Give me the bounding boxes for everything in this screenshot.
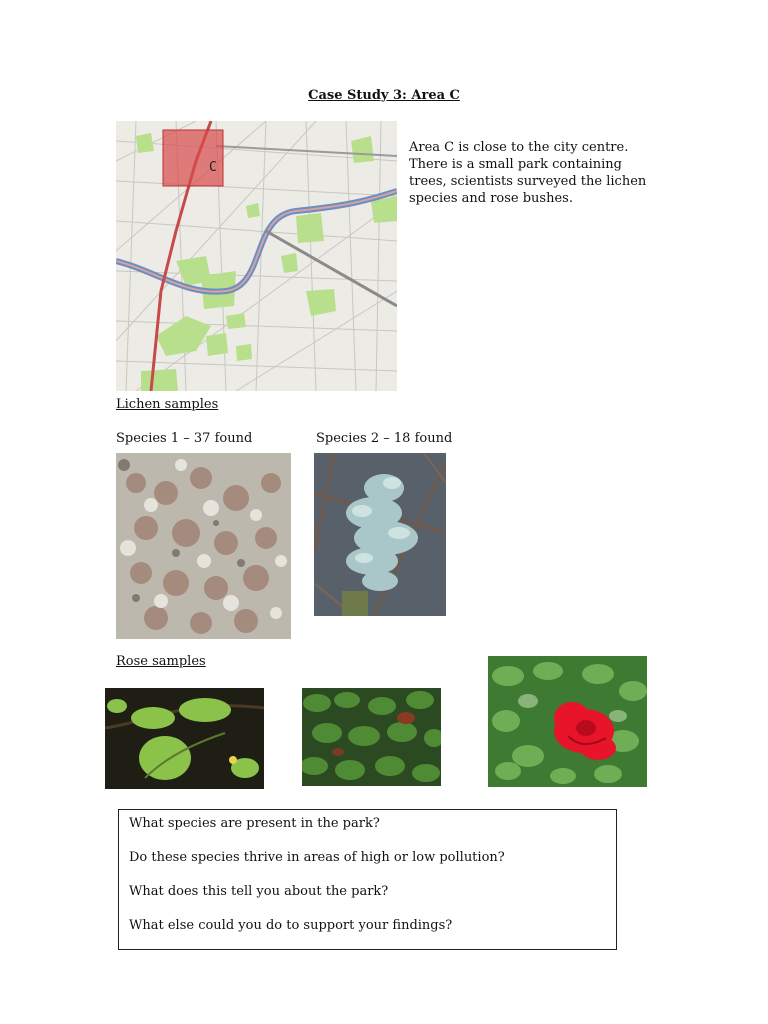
question-4: What else could you do to support your findings? bbox=[129, 918, 453, 933]
questions-box bbox=[118, 809, 617, 950]
question-3: What does this tell you about the park? bbox=[129, 884, 389, 899]
question-1: What species are present in the park? bbox=[129, 816, 380, 831]
map-area-label: C bbox=[209, 160, 217, 175]
rose-heading: Rose samples bbox=[116, 654, 206, 669]
area-map bbox=[116, 121, 397, 391]
page-title: Case Study 3: Area C bbox=[308, 88, 460, 103]
species1-label: Species 1 – 37 found bbox=[116, 431, 253, 446]
intro-text: Area C is close to the city centre. There is a small park containing trees, scientists surveyed the lichen species and rose bushes. bbox=[409, 140, 647, 206]
red-rose-photo bbox=[488, 656, 647, 787]
rose-leaves-photo-1 bbox=[105, 688, 264, 789]
lichen-species2-photo bbox=[314, 453, 446, 616]
rose-leaves-photo-2 bbox=[302, 688, 441, 786]
question-2: Do these species thrive in areas of high or low pollution? bbox=[129, 850, 505, 865]
species2-label: Species 2 – 18 found bbox=[316, 431, 453, 446]
lichen-species1-photo bbox=[116, 453, 291, 639]
lichen-heading: Lichen samples bbox=[116, 397, 219, 412]
